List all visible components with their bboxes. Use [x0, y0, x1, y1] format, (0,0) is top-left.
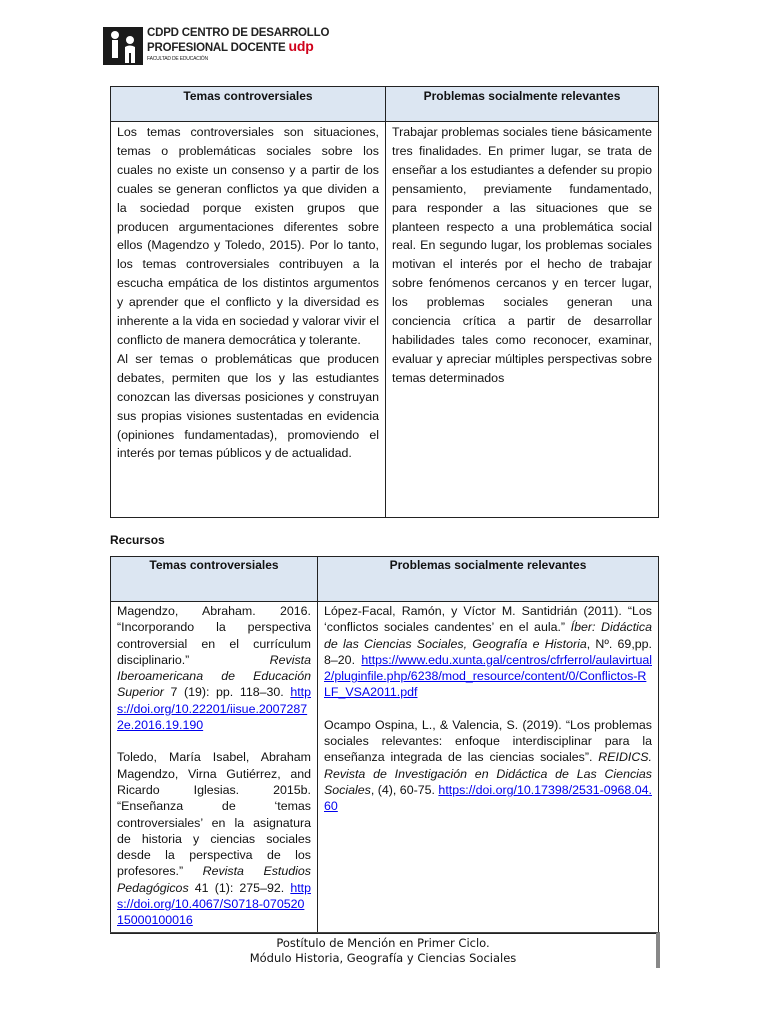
reference-toledo: Toledo, María Isabel, Abraham Magendzo, Virna Gutiérrez, and Ricardo Iglesias. 2015b. “Enseñanza de ‘temas controversiales’ en la asignatura de historia y ciencias sociales desde la perspectiva de los profesores.” Revista Estudios Pedagógicos 41 (1): 275–92. https://doi.org/10.4067/S0718-07052015000100016 — [117, 750, 311, 928]
table-header-row — [111, 87, 659, 122]
logo-line-3: FACULTAD DE EDUCACIÓN — [147, 56, 208, 62]
resources-header-problemas: Problemas socialmente relevantes — [318, 557, 659, 602]
table-row — [111, 122, 659, 518]
table-row — [111, 602, 659, 934]
resources-header-temas: Temas controversiales — [111, 557, 318, 602]
table-header-row — [111, 557, 659, 602]
header-temas-controversiales: Temas controversiales — [111, 87, 386, 122]
footer-line-2: Módulo Historia, Geografía y Ciencias Sociales — [249, 951, 517, 965]
reference-magendzo: Magendzo, Abraham. 2016. “Incorporando la perspectiva controversial en el currículum disciplinario.” Revista Iberoamericana de Educación Superior 7 (19): pp. 118–30. https://doi.org/10.22201/iisue.20072872e.2016.19.190 — [117, 604, 311, 733]
problemas-relevantes-cell — [386, 122, 659, 518]
reference-lopez-facal: López-Facal, Ramón, y Víctor M. Santidrián (2011). “Los ‘conflictos sociales candentes’ en el aula.” Íber: Didáctica de las Ciencias Sociales, Geografía e Historia, Nº. 69,pp. 8–20. https://www.edu.xunta.gal/centros/cfrferrol/aulavirtual2/pluginfile.php/6238/mod_resource/content/0/Conflictos-RLF_VSA2011.pdf — [324, 604, 652, 700]
temas-paragraph-1: Los temas controversiales son situaciones, temas o problemáticas sociales sobre los cuales no existe un consenso y a partir de los cuales se generan conflictos ya que dividen a la sociedad porque existen grupos que producen argumentaciones diferentes sobre ellos (Magendzo y Toledo, 2015). Por lo tanto, los temas controversiales contribuyen a la escucha empática de los distintos argumentos y aprender que el conflicto y la diversidad es inherente a la vida en sociedad y valorar vivir el conflicto de manera democrática y tolerante. — [117, 125, 379, 347]
comparison-table — [110, 86, 659, 518]
cdpd-logo — [103, 25, 330, 65]
temas-references-cell — [111, 602, 318, 934]
resources-table — [110, 556, 659, 934]
logo-brand: udp — [288, 38, 314, 54]
page-footer — [110, 932, 660, 968]
doi-link[interactable]: https://doi.org/10.17398/2531-0968.04.60 — [324, 782, 652, 814]
temas-paragraph-2: Al ser temas o problemáticas que producen debates, permiten que los y las estudiantes conozcan las diversas posiciones y construyan sus propias visiones sustentadas en evidencia (opiniones fundamentadas), promoviendo el interés por temas públicos y de actualidad. — [117, 351, 379, 461]
logo-line-2: PROFESIONAL DOCENTE — [147, 42, 286, 54]
doi-link[interactable]: https://doi.org/10.4067/S0718-07052015000100016 — [117, 880, 311, 928]
problemas-references-cell — [318, 602, 659, 934]
pdf-link[interactable]: https://www.edu.xunta.gal/centros/cfrferrol/aulavirtual2/pluginfile.php/6238/mod_resource/content/0/Conflictos-RLF_VSA2011.pdf — [324, 652, 652, 700]
problemas-paragraph: Trabajar problemas sociales tiene básicamente tres finalidades. En primer lugar, se trata de enseñar a los estudiantes a defender su propio pensamiento, previamente fundamentado, para responder a las situaciones que se planteen respecto a una problemática social real. En segundo lugar, los problemas sociales motivan el interés por el hecho de trabajar sobre fenómenos cercanos y en tercer lugar, los problemas sociales generan una conciencia crítica a partir de desarrollar habilidades tales como reconocer, examinar, evaluar y apreciar múltiples perspectivas sobre temas determinados — [392, 125, 652, 385]
reference-ocampo: Ocampo Ospina, L., & Valencia, S. (2019). “Los problemas sociales relevantes: enfoque interdisciplinar para la enseñanza integrada de las ciencias sociales”. REIDICS. Revista de Investigación en Didáctica de Las Ciencias Sociales, (4), 60-75. https://doi.org/10.17398/2531-0968.04.60 — [324, 717, 652, 814]
logo-line-1: CDPD CENTRO DE DESARROLLO — [147, 27, 330, 39]
cdpd-figures-logo-icon — [103, 27, 143, 65]
footer-line-1: Postítulo de Mención en Primer Ciclo. — [276, 936, 490, 950]
header-problemas-socialmente-relevantes: Problemas socialmente relevantes — [386, 87, 659, 122]
resources-heading: Recursos — [110, 533, 165, 547]
doi-link[interactable]: https://doi.org/10.22201/iisue.20072872e.2016.19.190 — [117, 685, 311, 733]
temas-controversiales-cell — [111, 122, 386, 518]
